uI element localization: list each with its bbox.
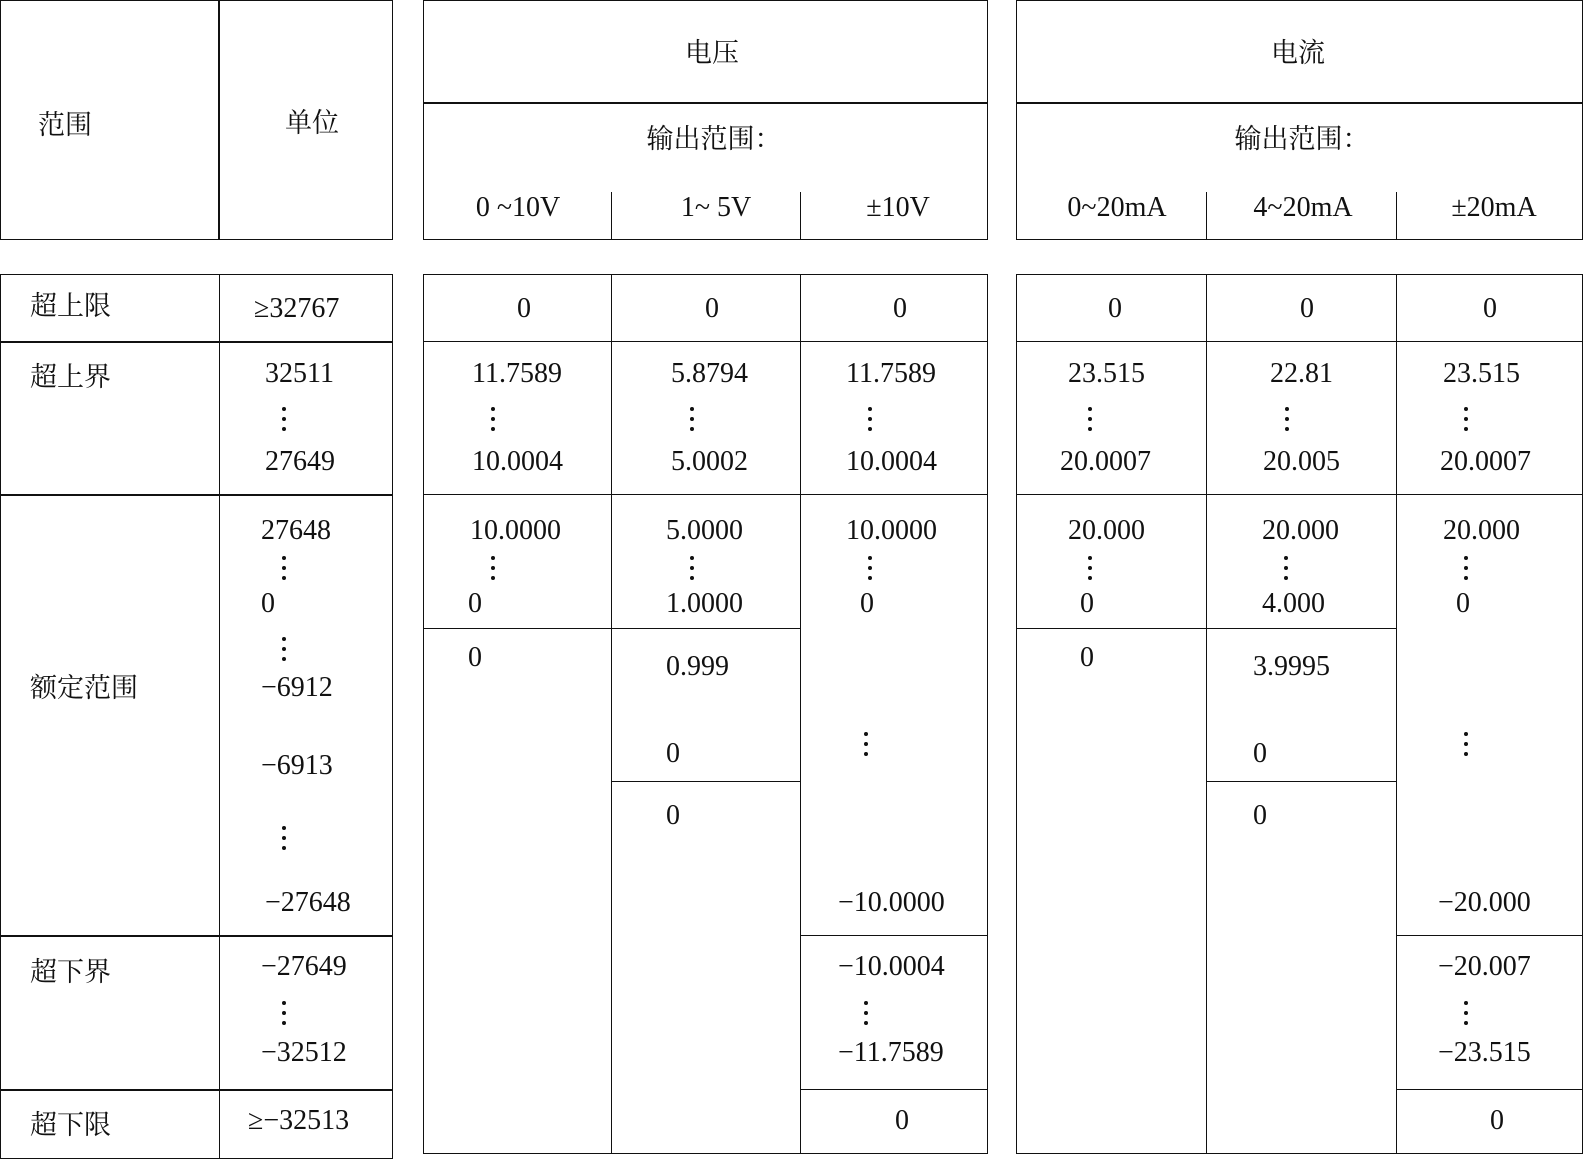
vpm10-under-limit: 0: [895, 1105, 909, 1136]
vpm10-under-lower-ellipsis: [863, 1000, 869, 1026]
voltage-line-pm10-under: [800, 935, 988, 936]
row-label-under-lower: 超下界: [30, 957, 111, 988]
current-body-sep-1: [1206, 274, 1207, 1154]
unit-over-upper-ellipsis: [281, 406, 287, 432]
ipm20-under-lower-top: −20.007: [1438, 951, 1531, 982]
v15-rated-top: 5.0000: [666, 515, 743, 546]
unit-under-lower-top: −27649: [261, 951, 347, 982]
vpm10-rated-zero: 0: [860, 588, 874, 619]
i020-rated-top: 20.000: [1068, 515, 1145, 546]
current-line-over-limit: [1016, 341, 1583, 342]
i420-below: 0: [1253, 800, 1267, 831]
voltage-col-1-5v: 1~ 5V: [680, 192, 752, 223]
current-line-pm20-under: [1396, 935, 1583, 936]
unit-rated-bottom: −27648: [265, 887, 351, 918]
ipm20-over-limit: 0: [1483, 293, 1497, 324]
unit-under-limit: ≥−32513: [248, 1105, 350, 1136]
i420-over-limit: 0: [1300, 293, 1314, 324]
voltage-body-sep-1: [611, 274, 612, 1154]
voltage-body-frame: [423, 274, 988, 1154]
v15-below: 0: [666, 800, 680, 831]
vpm10-rated-ellipsis-2: [863, 731, 869, 757]
voltage-line-pm10-limit: [800, 1089, 988, 1090]
i420-over-upper-bottom: 20.005: [1263, 446, 1340, 477]
voltage-line-over-upper: [423, 494, 988, 495]
i020-over-upper-top: 23.515: [1068, 358, 1145, 389]
v15-rated-bottom: 1.0000: [666, 588, 743, 619]
current-header-sep-2: [1396, 192, 1397, 240]
i420-over-upper-top: 22.81: [1270, 358, 1333, 389]
voltage-line-over-limit: [423, 341, 988, 342]
voltage-line-15v-sub: [611, 781, 801, 782]
voltage-line-rated-split: [423, 628, 801, 629]
current-output-range-label: 输出范围：: [1234, 124, 1370, 155]
row-label-over-upper: 超上界: [30, 362, 111, 393]
ipm20-over-upper-top: 23.515: [1443, 358, 1520, 389]
voltage-header-sep-1: [611, 192, 612, 240]
v010-rated-bottom: 0: [468, 588, 482, 619]
ipm20-rated-bottom: −20.000: [1438, 887, 1531, 918]
i020-rated-bottom: 0: [1080, 588, 1094, 619]
ipm20-over-upper-ellipsis: [1463, 406, 1469, 432]
i020-over-limit: 0: [1108, 293, 1122, 324]
ipm20-over-upper-bottom: 20.0007: [1440, 446, 1531, 477]
header-range-cell: [0, 0, 220, 240]
vpm10-over-upper-bottom: 10.0004: [846, 446, 937, 477]
v010-rated-ellipsis: [490, 555, 496, 581]
voltage-header-sep-2: [800, 192, 801, 240]
unit-rated-ellipsis-2: [281, 636, 287, 662]
v15-over-upper-ellipsis: [689, 406, 695, 432]
v010-below: 0: [468, 642, 482, 673]
vpm10-rated-top: 10.0000: [846, 515, 937, 546]
i420-rated-top: 20.000: [1262, 515, 1339, 546]
unit-over-upper-top: 32511: [265, 358, 334, 389]
voltage-output-range-label: 输出范围：: [646, 124, 782, 155]
unit-rated-neg2: −6913: [261, 750, 333, 781]
voltage-col-pm10v: ±10V: [866, 192, 930, 223]
v010-over-upper-ellipsis: [490, 406, 496, 432]
current-body-sep-2: [1396, 274, 1397, 1154]
v15-sub-bottom: 0: [666, 738, 680, 769]
ipm20-rated-ellipsis-2: [1463, 731, 1469, 757]
i420-rated-ellipsis: [1283, 555, 1289, 581]
row-label-under-limit: 超下限: [30, 1110, 111, 1141]
i020-over-upper-bottom: 20.0007: [1060, 446, 1151, 477]
left-row-rated: [0, 494, 393, 937]
unit-rated-zero: 0: [261, 588, 275, 619]
current-line-over-upper: [1016, 494, 1583, 495]
current-col-4-20ma: 4~20mA: [1253, 192, 1353, 223]
current-line-pm20-limit: [1396, 1089, 1583, 1090]
voltage-header-label: 电压: [685, 38, 739, 69]
v010-over-limit: 0: [517, 293, 531, 324]
current-col-0-20ma: 0~20mA: [1067, 192, 1167, 223]
vpm10-under-lower-bottom: −11.7589: [838, 1037, 944, 1068]
ipm20-rated-top: 20.000: [1443, 515, 1520, 546]
vpm10-under-lower-top: −10.0004: [838, 951, 945, 982]
ipm20-under-lower-bottom: −23.515: [1438, 1037, 1531, 1068]
i420-rated-bottom: 4.000: [1262, 588, 1325, 619]
i020-below: 0: [1080, 642, 1094, 673]
v15-sub-top: 0.999: [666, 651, 729, 682]
vpm10-rated-ellipsis-1: [867, 555, 873, 581]
ipm20-rated-ellipsis-1: [1463, 555, 1469, 581]
ipm20-rated-zero: 0: [1456, 588, 1470, 619]
left-body-sep: [219, 274, 220, 1159]
i020-over-upper-ellipsis: [1087, 406, 1093, 432]
unit-rated-ellipsis-1: [281, 555, 287, 581]
header-unit-label: 单位: [285, 108, 339, 139]
current-header-label: 电流: [1271, 38, 1325, 69]
unit-over-upper-bottom: 27649: [265, 446, 335, 477]
voltage-body-sep-2: [800, 274, 801, 1154]
v010-rated-top: 10.0000: [470, 515, 561, 546]
i020-rated-ellipsis: [1087, 555, 1093, 581]
current-col-pm20ma: ±20mA: [1451, 192, 1537, 223]
vpm10-over-upper-ellipsis: [867, 406, 873, 432]
header-range-label: 范围: [38, 110, 92, 141]
voltage-col-0-10v: 0 ~10V: [475, 192, 561, 223]
unit-rated-top: 27648: [261, 515, 331, 546]
v15-over-limit: 0: [705, 293, 719, 324]
ipm20-under-limit: 0: [1490, 1105, 1504, 1136]
current-line-420-sub: [1206, 781, 1397, 782]
v010-over-upper-bottom: 10.0004: [472, 446, 563, 477]
unit-rated-ellipsis-3: [281, 825, 287, 851]
row-label-over-limit: 超上限: [30, 291, 111, 322]
v15-over-upper-bottom: 5.0002: [671, 446, 748, 477]
unit-over-limit: ≥32767: [254, 293, 340, 324]
current-line-rated-split: [1016, 628, 1397, 629]
i420-sub-top: 3.9995: [1253, 651, 1330, 682]
unit-under-lower-bottom: −32512: [261, 1037, 347, 1068]
vpm10-over-upper-top: 11.7589: [846, 358, 936, 389]
vpm10-rated-bottom: −10.0000: [838, 887, 945, 918]
ipm20-under-lower-ellipsis: [1463, 1000, 1469, 1026]
v15-rated-ellipsis: [689, 555, 695, 581]
v15-over-upper-top: 5.8794: [671, 358, 748, 389]
i420-sub-bottom: 0: [1253, 738, 1267, 769]
current-body-frame: [1016, 274, 1583, 1154]
row-label-rated: 额定范围: [30, 673, 138, 704]
v010-over-upper-top: 11.7589: [472, 358, 562, 389]
current-header-sep-1: [1206, 192, 1207, 240]
unit-under-lower-ellipsis: [281, 1000, 287, 1026]
vpm10-over-limit: 0: [893, 293, 907, 324]
unit-rated-neg1: −6912: [261, 672, 333, 703]
i420-over-upper-ellipsis: [1284, 406, 1290, 432]
